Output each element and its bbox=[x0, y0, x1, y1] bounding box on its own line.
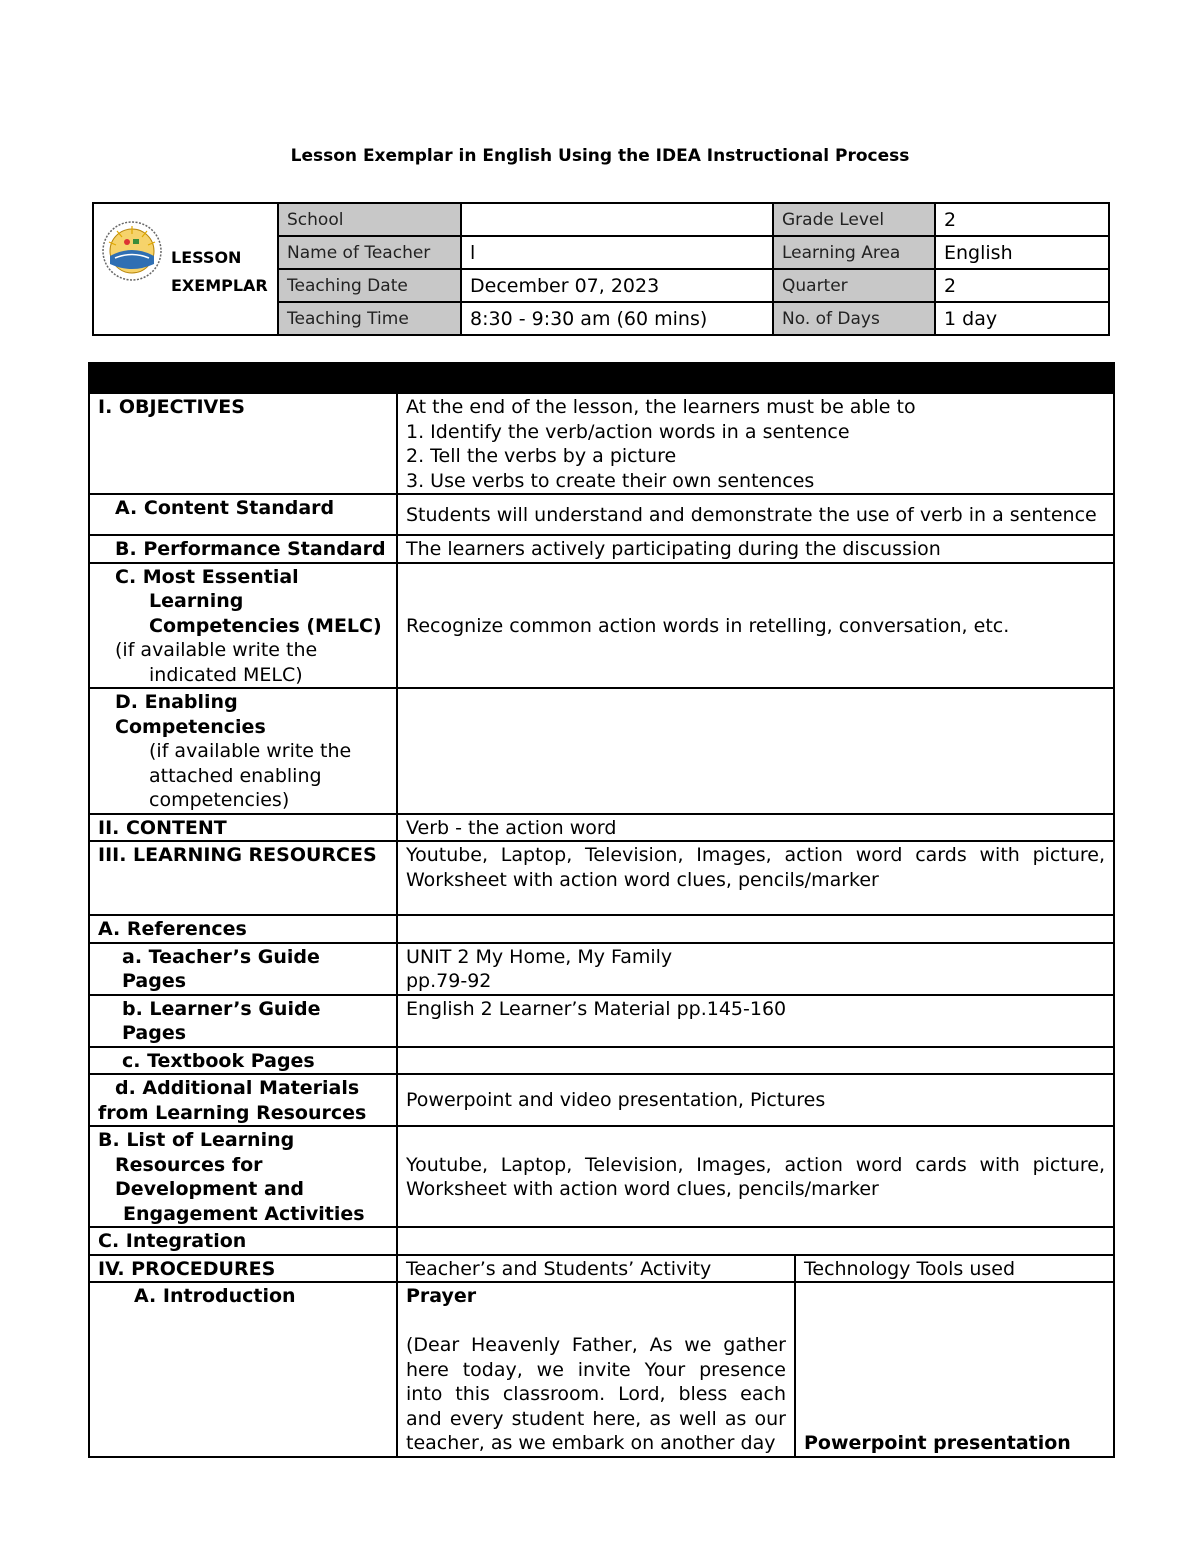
row-content-standard bbox=[89, 494, 1114, 535]
melc-label: C. Most Essential Learning Competencies (MELC) (if available write the indicated MELC) bbox=[89, 563, 397, 689]
procedures-label: IV. PROCEDURES bbox=[89, 1255, 397, 1283]
learners-guide-label: b. Learner’s Guide Pages bbox=[89, 995, 397, 1047]
teaching-date-label: Teaching Date bbox=[278, 269, 461, 302]
teachers-guide-value: UNIT 2 My Home, My Family pp.79-92 bbox=[397, 943, 1114, 995]
performance-standard-label: B. Performance Standard bbox=[89, 535, 397, 563]
content-standard-label: A. Content Standard bbox=[89, 494, 397, 535]
objectives-label: I. OBJECTIVES bbox=[89, 393, 397, 494]
row-list-of-resources bbox=[89, 1126, 1114, 1227]
teaching-date-value: December 07, 2023 bbox=[461, 269, 773, 302]
days-label: No. of Days bbox=[773, 302, 935, 335]
learning-area-label: Learning Area bbox=[773, 236, 935, 269]
school-label: School bbox=[278, 203, 461, 236]
row-objectives bbox=[89, 393, 1114, 494]
content-standard-value: Students will understand and demonstrate the use of verb in a sentence bbox=[397, 494, 1114, 535]
lesson-exemplar-mark: LESSON EXEMPLAR bbox=[171, 248, 268, 295]
additional-materials-label: d. Additional Materials from Learning Resources bbox=[89, 1074, 397, 1126]
row-textbook bbox=[89, 1047, 1114, 1075]
teachers-guide-label: a. Teacher’s Guide Pages bbox=[89, 943, 397, 995]
grade-level-label: Grade Level bbox=[773, 203, 935, 236]
procedures-tools-header: Technology Tools used bbox=[795, 1255, 1114, 1283]
row-enabling-competencies bbox=[89, 688, 1114, 814]
row-learning-resources bbox=[89, 841, 1114, 915]
document-title: Lesson Exemplar in English Using the IDEA Instructional Process bbox=[290, 146, 910, 166]
textbook-label: c. Textbook Pages bbox=[89, 1047, 397, 1075]
lesson-plan-table bbox=[88, 362, 1115, 1458]
deped-seal-logo bbox=[97, 220, 167, 282]
row-performance-standard bbox=[89, 535, 1114, 563]
additional-materials-value: Powerpoint and video presentation, Pictures bbox=[397, 1074, 1114, 1126]
list-of-resources-value: Youtube, Laptop, Television, Images, action word cards with picture, Worksheet with action word clues, pencils/marker bbox=[397, 1126, 1114, 1227]
row-references bbox=[89, 915, 1114, 943]
logo-cell bbox=[93, 203, 278, 335]
learners-guide-value: English 2 Learner’s Material pp.145-160 bbox=[397, 995, 1114, 1047]
row-integration bbox=[89, 1227, 1114, 1255]
header-info-table bbox=[92, 202, 1110, 336]
learning-resources-value: Youtube, Laptop, Television, Images, action word cards with picture, Worksheet with action word clues, pencils/marker bbox=[397, 841, 1114, 915]
introduction-tool: Powerpoint presentation bbox=[795, 1282, 1114, 1457]
row-introduction bbox=[89, 1282, 1114, 1457]
textbook-value bbox=[397, 1047, 1114, 1075]
integration-label: C. Integration bbox=[89, 1227, 397, 1255]
row-content bbox=[89, 814, 1114, 842]
enabling-competencies-label: D. Enabling Competencies (if available write the attached enabling competencies) bbox=[89, 688, 397, 814]
enabling-competencies-value bbox=[397, 688, 1114, 814]
references-label: A. References bbox=[89, 915, 397, 943]
teaching-time-value: 8:30 - 9:30 am (60 mins) bbox=[461, 302, 773, 335]
content-value: Verb - the action word bbox=[397, 814, 1114, 842]
learning-resources-label: III. LEARNING RESOURCES bbox=[89, 841, 397, 915]
content-label: II. CONTENT bbox=[89, 814, 397, 842]
table-header-bar bbox=[89, 363, 1114, 393]
row-additional-materials bbox=[89, 1074, 1114, 1126]
learning-area-value: English bbox=[935, 236, 1109, 269]
objectives-value: At the end of the lesson, the learners must be able to 1. Identify the verb/action words in a sentence 2. Tell the verbs by a picture 3. Use verbs to create their own sentences bbox=[397, 393, 1114, 494]
grade-level-value: 2 bbox=[935, 203, 1109, 236]
procedures-activity-header: Teacher’s and Students’ Activity bbox=[397, 1255, 795, 1283]
list-of-resources-label: B. List of Learning Resources for Development and Engagement Activities bbox=[89, 1126, 397, 1227]
teaching-time-label: Teaching Time bbox=[278, 302, 461, 335]
quarter-value: 2 bbox=[935, 269, 1109, 302]
row-melc bbox=[89, 563, 1114, 689]
row-procedures bbox=[89, 1255, 1114, 1283]
row-teachers-guide bbox=[89, 943, 1114, 995]
introduction-activity: Prayer (Dear Heavenly Father, As we gather here today, we invite Your presence into this classroom. Lord, bless each and every student here, as well as our teacher, as we embark on another day bbox=[397, 1282, 795, 1457]
references-value bbox=[397, 915, 1114, 943]
school-value bbox=[461, 203, 773, 236]
row-learners-guide bbox=[89, 995, 1114, 1047]
integration-value bbox=[397, 1227, 1114, 1255]
quarter-label: Quarter bbox=[773, 269, 935, 302]
days-value: 1 day bbox=[935, 302, 1109, 335]
teacher-name-value: l bbox=[461, 236, 773, 269]
melc-value: Recognize common action words in retelling, conversation, etc. bbox=[397, 563, 1114, 689]
teacher-name-label: Name of Teacher bbox=[278, 236, 461, 269]
performance-standard-value: The learners actively participating during the discussion bbox=[397, 535, 1114, 563]
introduction-label: A. Introduction bbox=[89, 1282, 397, 1457]
